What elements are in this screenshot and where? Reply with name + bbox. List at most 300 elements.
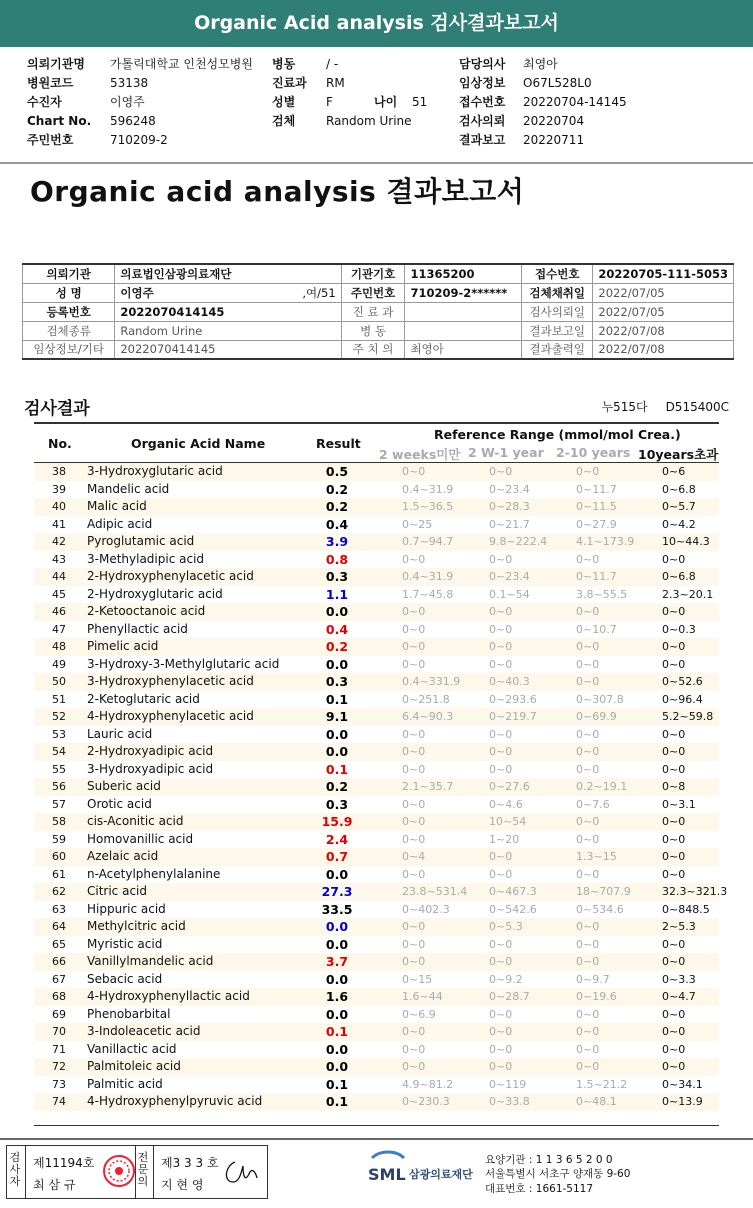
result-value: 2.4: [325, 831, 349, 847]
ref-range-2-10y: 0~11.7: [576, 482, 617, 496]
ref-range-2weeks: 0~0: [402, 867, 426, 881]
info-label: 진료과: [272, 76, 307, 90]
ref-range-2-10y: 18~707.9: [576, 885, 631, 898]
info-label: 병원코드: [27, 76, 74, 90]
info-key: 등록번호: [23, 302, 115, 321]
col-header-age3: 2-10 years: [556, 445, 631, 460]
info-key: 접수번호: [522, 264, 593, 283]
info-value: RM: [326, 76, 345, 90]
result-value: 0.1: [325, 1024, 349, 1039]
result-value: 0.0: [325, 1006, 349, 1022]
ref-range-2w-1y: 0~0: [489, 955, 513, 968]
info-value: 710209-2******: [405, 283, 522, 302]
ref-range-2weeks: 23.8~531.4: [402, 885, 468, 898]
ref-range-2-10y: 0~0: [576, 465, 600, 478]
info-value: 가톨릭대학교 인천성모병원: [110, 57, 253, 71]
result-row: [34, 743, 719, 761]
inspector-name: 최 삼 규: [33, 1178, 76, 1192]
row-number: 40: [52, 500, 66, 513]
row-number: 59: [52, 832, 66, 846]
ref-range-2w-1y: 0~0: [489, 727, 513, 741]
info-value: 11365200: [405, 264, 522, 283]
ref-range-2weeks: 0~251.8: [402, 692, 450, 706]
ref-range-2-10y: 0~48.1: [576, 1095, 617, 1108]
result-row: [34, 726, 719, 744]
ref-range-10y-plus: 0~4.7: [662, 990, 696, 1003]
ref-range-10y-plus: 0~0: [662, 727, 686, 741]
result-row: [34, 778, 719, 796]
col-header-age2: 2 W-1 year: [468, 445, 544, 460]
ref-range-2-10y: 0~0: [576, 1060, 600, 1073]
result-row: [34, 463, 719, 481]
ref-range-10y-plus: 2.3~20.1: [662, 587, 714, 601]
ref-range-2weeks: 0~0: [402, 1060, 426, 1073]
result-value: 0.7: [325, 849, 349, 864]
result-row: [34, 551, 719, 569]
row-number: 48: [52, 640, 66, 653]
result-value: 0.5: [325, 464, 349, 479]
result-value: 0.0: [325, 971, 349, 987]
result-row: [34, 708, 719, 726]
row-number: 47: [52, 622, 66, 636]
row-number: 45: [52, 587, 66, 601]
acid-name: n-Acetylphenylalanine: [87, 866, 221, 881]
ref-range-2-10y: 0~0: [576, 832, 600, 846]
col-header-age4: 10years초과: [638, 447, 719, 462]
ref-range-2-10y: 0~0: [576, 552, 600, 566]
info-key: 결과보고일: [522, 321, 593, 340]
ref-range-10y-plus: 0~3.3: [662, 972, 696, 986]
ref-range-10y-plus: 0~5.7: [662, 500, 696, 513]
acid-name: 2-Hydroxyadipic acid: [87, 744, 214, 758]
acid-name: Palmitic acid: [87, 1076, 163, 1091]
ref-range-2w-1y: 0~21.7: [489, 517, 530, 531]
acid-name: 4-Hydroxyphenyllactic acid: [87, 989, 250, 1003]
row-number: 68: [52, 990, 66, 1003]
row-number: 71: [52, 1042, 66, 1056]
acid-name: Azelaic acid: [87, 849, 159, 863]
info-value: Random Urine: [115, 321, 341, 340]
ref-range-2weeks: 0~0: [402, 955, 426, 968]
ref-range-2-10y: 1.3~15: [576, 850, 617, 863]
ref-range-2weeks: 0~0: [402, 745, 426, 758]
ref-range-2w-1y: 0~542.6: [489, 902, 537, 916]
inspector-vertical-label: 검 사 자: [9, 1151, 21, 1188]
acid-name: 3-Hydroxy-3-Methylglutaric acid: [87, 656, 280, 671]
acid-name: Phenyllactic acid: [87, 621, 188, 636]
ref-range-10y-plus: 0~0: [662, 1025, 686, 1038]
ref-range-2-10y: 4.1~173.9: [576, 535, 635, 548]
acid-name: Suberic acid: [87, 779, 161, 793]
ref-range-2w-1y: 0~23.4: [489, 570, 530, 583]
info-value: 20220704: [523, 114, 585, 128]
ref-range-10y-plus: 0~34.1: [662, 1077, 703, 1091]
acid-name: Sebacic acid: [87, 971, 163, 986]
ref-range-2-10y: 0~0: [576, 1042, 600, 1056]
acid-name: Pimelic acid: [87, 639, 159, 653]
ref-range-2-10y: 0~0: [576, 640, 600, 653]
ref-range-2w-1y: 0~4.6: [489, 797, 523, 811]
result-value: 0.4: [325, 516, 349, 532]
ref-range-2-10y: 0.2~19.1: [576, 780, 628, 793]
row-number: 66: [52, 955, 66, 968]
row-number: 58: [52, 815, 66, 828]
ref-range-10y-plus: 0~0: [662, 850, 686, 863]
result-row: [34, 1023, 719, 1041]
result-value: 0.1: [325, 1076, 349, 1092]
ref-range-2weeks: 0~402.3: [402, 902, 450, 916]
ref-range-10y-plus: 0~0.3: [662, 622, 696, 636]
result-row: [34, 848, 719, 866]
row-number: 41: [52, 517, 66, 531]
info-value: 최영아: [523, 57, 558, 71]
row-number: 44: [52, 570, 66, 583]
info-value: 2022070414145: [115, 340, 341, 359]
company-address: 서울특별시 서초구 양재동 9-60: [485, 1168, 631, 1180]
result-row: [34, 988, 719, 1006]
ref-range-10y-plus: 32.3~321.3: [662, 885, 728, 898]
ref-range-10y-plus: 0~0: [662, 815, 686, 828]
result-value: 0.0: [325, 656, 349, 672]
info-value: 20220704-14145: [523, 95, 627, 109]
ref-range-2w-1y: 0~0: [489, 762, 513, 776]
info-key: 결과출력일: [522, 340, 593, 359]
ref-range-10y-plus: 0~0: [662, 605, 686, 618]
results-table-header: [34, 422, 719, 463]
ref-range-2w-1y: 1~20: [489, 832, 520, 846]
ref-range-10y-plus: 0~8: [662, 780, 686, 793]
result-row: [34, 953, 719, 971]
row-number: 69: [52, 1007, 66, 1021]
info-value: [405, 321, 522, 340]
info-key: 의뢰기관: [23, 264, 115, 283]
ref-range-2w-1y: 0~0: [489, 622, 513, 636]
ref-range-2weeks: 0~0: [402, 1025, 426, 1038]
acid-name: Methylcitric acid: [87, 919, 186, 933]
info-value: 이영주 ,여/51: [115, 283, 341, 302]
col-header-name: Organic Acid Name: [131, 436, 266, 451]
info-value: 2022/07/05: [593, 283, 734, 302]
result-row: [34, 638, 719, 656]
acid-name: Myristic acid: [87, 936, 163, 951]
info-value: 최영아: [405, 340, 522, 359]
acid-name: Orotic acid: [87, 796, 152, 811]
info-key: 검체채취일: [522, 283, 593, 302]
info-key: 주 치 의: [341, 340, 405, 359]
sex-age: ,여/51: [302, 285, 336, 300]
ref-range-2weeks: 6.4~90.3: [402, 710, 454, 723]
ref-range-2-10y: 0~0: [576, 675, 600, 688]
ref-range-2-10y: 0~0: [576, 920, 600, 933]
ref-range-2weeks: 2.1~35.7: [402, 780, 454, 793]
info-value: O67L528L0: [523, 76, 592, 90]
ref-range-2weeks: 0~0: [402, 552, 426, 566]
result-value: 0.0: [325, 866, 349, 882]
acid-name: 2-Ketoglutaric acid: [87, 691, 200, 706]
ref-range-2w-1y: 0~0: [489, 867, 513, 881]
ref-range-2-10y: 3.8~55.5: [576, 587, 628, 601]
row-number: 60: [52, 850, 66, 863]
ref-range-2-10y: 0~0: [576, 605, 600, 618]
ref-range-10y-plus: 0~0: [662, 552, 686, 566]
ref-range-10y-plus: 0~0: [662, 1060, 686, 1073]
patient-info-grid: [0, 50, 753, 164]
results-heading: 검사결과: [24, 399, 90, 419]
result-row: [34, 586, 719, 604]
info-key: 병 동: [341, 321, 405, 340]
ref-range-2w-1y: 0~0: [489, 1042, 513, 1056]
col-header-age1: 2 weeks미만: [379, 447, 461, 462]
result-value: 1.6: [325, 989, 349, 1004]
result-row: [34, 1058, 719, 1076]
acid-name: 3-Hydroxyglutaric acid: [87, 464, 223, 478]
row-number: 55: [52, 762, 66, 776]
row-number: 43: [52, 552, 66, 566]
result-row: [34, 516, 719, 534]
ref-range-10y-plus: 0~848.5: [662, 902, 710, 916]
ref-range-2-10y: 0~10.7: [576, 622, 617, 636]
ref-range-2w-1y: 9.8~222.4: [489, 535, 548, 548]
info-value: Random Urine: [326, 114, 412, 128]
result-row: [34, 1006, 719, 1024]
ref-range-2weeks: 0~0: [402, 815, 426, 828]
result-row: [34, 1041, 719, 1059]
report-code: D515400C: [665, 400, 729, 414]
official-seal-icon: [102, 1154, 136, 1188]
ref-range-2-10y: 0~0: [576, 1025, 600, 1038]
acid-name: 2-Hydroxyphenylacetic acid: [87, 569, 254, 583]
col-header-no: No.: [48, 436, 72, 451]
result-row: [34, 901, 719, 919]
ref-range-2weeks: 4.9~81.2: [402, 1077, 454, 1091]
ref-range-2w-1y: 0~219.7: [489, 710, 537, 723]
acid-name: 3-Hydroxyphenylacetic acid: [87, 674, 254, 688]
ref-range-2-10y: 0~7.6: [576, 797, 610, 811]
ref-range-2w-1y: 0~28.3: [489, 500, 530, 513]
result-row: [34, 621, 719, 639]
result-value: 0.1: [325, 1094, 349, 1109]
ref-range-2weeks: 0~0: [402, 465, 426, 478]
result-value: 3.7: [325, 954, 349, 969]
ref-range-2weeks: 0~6.9: [402, 1007, 436, 1021]
result-value: 0.1: [325, 691, 349, 707]
row-number: 74: [52, 1095, 66, 1108]
result-row: [34, 831, 719, 849]
result-row: [34, 656, 719, 674]
info-label: 의뢰기관명: [27, 57, 85, 71]
result-row: [34, 761, 719, 779]
ref-range-2w-1y: 0~0: [489, 745, 513, 758]
info-value: [405, 302, 522, 321]
ref-range-2weeks: 0.4~31.9: [402, 570, 454, 583]
row-number: 57: [52, 797, 66, 811]
result-value: 0.0: [325, 744, 349, 759]
ref-range-2w-1y: 0~0: [489, 465, 513, 478]
ref-range-10y-plus: 0~0: [662, 762, 686, 776]
ref-range-2weeks: 0~0: [402, 762, 426, 776]
ref-range-2w-1y: 0~0: [489, 1007, 513, 1021]
ref-range-2weeks: 0.4~31.9: [402, 482, 454, 496]
result-row: [34, 691, 719, 709]
ref-range-2weeks: 0~0: [402, 832, 426, 846]
ref-range-2w-1y: 0.1~54: [489, 587, 530, 601]
col-header-result: Result: [316, 436, 361, 451]
info-key: 검체종류: [23, 321, 115, 340]
signature-box: [6, 1145, 268, 1199]
ref-range-2weeks: 0~0: [402, 640, 426, 653]
ref-range-2-10y: 0~0: [576, 762, 600, 776]
result-row: [34, 936, 719, 954]
ref-range-2w-1y: 10~54: [489, 815, 527, 828]
ref-range-2-10y: 0~0: [576, 657, 600, 671]
info-label: 검사의뢰: [459, 114, 506, 128]
acid-name: Palmitoleic acid: [87, 1059, 181, 1073]
acid-name: Hippuric acid: [87, 901, 166, 916]
ref-range-2weeks: 0.4~331.9: [402, 675, 461, 688]
result-value: 0.3: [325, 569, 349, 584]
result-value: 15.9: [321, 814, 353, 829]
ref-range-2-10y: 0~19.6: [576, 990, 617, 1003]
handwritten-signature-icon: [221, 1156, 261, 1190]
acid-name: 2-Ketooctanoic acid: [87, 604, 206, 618]
ref-range-2w-1y: 0~27.6: [489, 780, 530, 793]
info-label: 임상정보: [459, 76, 506, 90]
institution-info-table: [22, 263, 734, 360]
ref-range-2w-1y: 0~0: [489, 605, 513, 618]
result-row: [34, 866, 719, 884]
ref-range-10y-plus: 0~0: [662, 955, 686, 968]
row-number: 42: [52, 535, 66, 548]
row-number: 39: [52, 482, 66, 496]
row-number: 64: [52, 920, 66, 933]
ref-range-2weeks: 0~0: [402, 727, 426, 741]
ref-range-2w-1y: 0~5.3: [489, 920, 523, 933]
result-value: 0.2: [325, 481, 349, 497]
results-table-body: [34, 463, 728, 1111]
ref-range-2weeks: 0~0: [402, 1042, 426, 1056]
result-row: [34, 971, 719, 989]
info-value: 53138: [110, 76, 149, 90]
result-row: [34, 481, 719, 499]
info-label: 주민번호: [27, 133, 74, 147]
ref-range-2-10y: 0~69.9: [576, 710, 617, 723]
ref-range-10y-plus: 0~0: [662, 1007, 686, 1021]
info-value: 의료법인삼광의료재단: [115, 264, 341, 283]
ref-range-2weeks: 0~15: [402, 972, 433, 986]
row-number: 56: [52, 780, 66, 793]
ref-range-10y-plus: 0~6.8: [662, 482, 696, 496]
acid-name: 2-Hydroxyglutaric acid: [87, 586, 223, 601]
ref-range-2weeks: 0~0: [402, 622, 426, 636]
ref-range-2weeks: 0~25: [402, 517, 433, 531]
result-value: 27.3: [321, 884, 353, 899]
row-number: 51: [52, 692, 66, 706]
physician-vertical-label: 전 문 의: [137, 1151, 149, 1188]
ref-range-2w-1y: 0~0: [489, 937, 513, 951]
result-value: 0.0: [325, 1059, 349, 1074]
institution-code: 요양기관 : 1 1 3 6 5 2 0 0: [485, 1154, 613, 1166]
sml-logo-icon: [366, 1150, 408, 1188]
result-value: 0.4: [325, 621, 349, 637]
ref-range-2weeks: 0~230.3: [402, 1095, 450, 1108]
col-header-reference: Reference Range (mmol/mol Crea.): [434, 427, 681, 442]
ref-range-10y-plus: 0~0: [662, 937, 686, 951]
result-row: [34, 796, 719, 814]
ref-range-2-10y: 0~0: [576, 1007, 600, 1021]
result-value: 0.2: [325, 779, 349, 794]
row-number: 49: [52, 657, 66, 671]
physician-name: 지 현 영: [161, 1178, 204, 1192]
acid-name: Phenobarbital: [87, 1006, 171, 1021]
ref-range-10y-plus: 0~0: [662, 657, 686, 671]
info-value: 710209-2: [110, 133, 168, 147]
acid-name: 4-Hydroxyphenylacetic acid: [87, 709, 254, 723]
result-row: [34, 1076, 719, 1094]
ref-range-2w-1y: 0~23.4: [489, 482, 530, 496]
row-number: 65: [52, 937, 66, 951]
row-number: 52: [52, 710, 66, 723]
ref-range-10y-plus: 0~13.9: [662, 1095, 703, 1108]
info-value: 2022/07/05: [593, 302, 734, 321]
result-value: 0.0: [325, 936, 349, 952]
ref-range-2weeks: 0~0: [402, 605, 426, 618]
row-number: 53: [52, 727, 66, 741]
ref-range-2w-1y: 0~0: [489, 657, 513, 671]
result-value: 0.2: [325, 499, 349, 514]
result-row: [34, 883, 728, 901]
result-value: 0.0: [325, 726, 349, 742]
ref-range-2weeks: 1.6~44: [402, 990, 443, 1003]
info-label: 결과보고: [459, 133, 506, 147]
ref-range-2w-1y: 0~467.3: [489, 885, 537, 898]
company-name: 삼광의료재단: [409, 1168, 473, 1181]
report-title: Organic acid analysis 결과보고서: [30, 175, 525, 208]
info-value: F: [326, 95, 333, 109]
ref-range-10y-plus: 0~6: [662, 465, 686, 478]
ref-range-2-10y: 0~0: [576, 815, 600, 828]
acid-name: Adipic acid: [87, 516, 153, 531]
ref-range-2-10y: 0~9.7: [576, 972, 610, 986]
result-value: 1.1: [325, 586, 349, 602]
info-value: 20220711: [523, 133, 585, 147]
ref-range-2-10y: 0~534.6: [576, 902, 624, 916]
acid-name: Pyroglutamic acid: [87, 534, 195, 548]
ref-range-10y-plus: 0~96.4: [662, 692, 703, 706]
info-key: 기관기호: [341, 264, 405, 283]
row-number: 46: [52, 605, 66, 618]
result-row: [34, 498, 719, 516]
info-label: Chart No.: [27, 114, 92, 128]
row-number: 38: [52, 465, 66, 478]
ref-range-2weeks: 0~4: [402, 850, 426, 863]
info-value: 51: [412, 95, 428, 109]
row-number: 50: [52, 675, 66, 688]
ref-range-2weeks: 0~0: [402, 920, 426, 933]
info-value: 2022070414145: [115, 302, 341, 321]
row-number: 61: [52, 867, 66, 881]
ref-range-10y-plus: 0~4.2: [662, 517, 696, 531]
ref-range-2-10y: 0~0: [576, 937, 600, 951]
info-label: 병동: [272, 57, 296, 71]
ref-range-2w-1y: 0~0: [489, 850, 513, 863]
result-value: 9.1: [325, 709, 349, 724]
ref-range-2w-1y: 0~0: [489, 1060, 513, 1073]
ref-range-2w-1y: 0~0: [489, 640, 513, 653]
ref-range-2weeks: 1.5~36.5: [402, 500, 454, 513]
ref-range-2-10y: 0~27.9: [576, 517, 617, 531]
acid-name: Vanillactic acid: [87, 1041, 177, 1056]
info-label: 수진자: [27, 95, 62, 109]
